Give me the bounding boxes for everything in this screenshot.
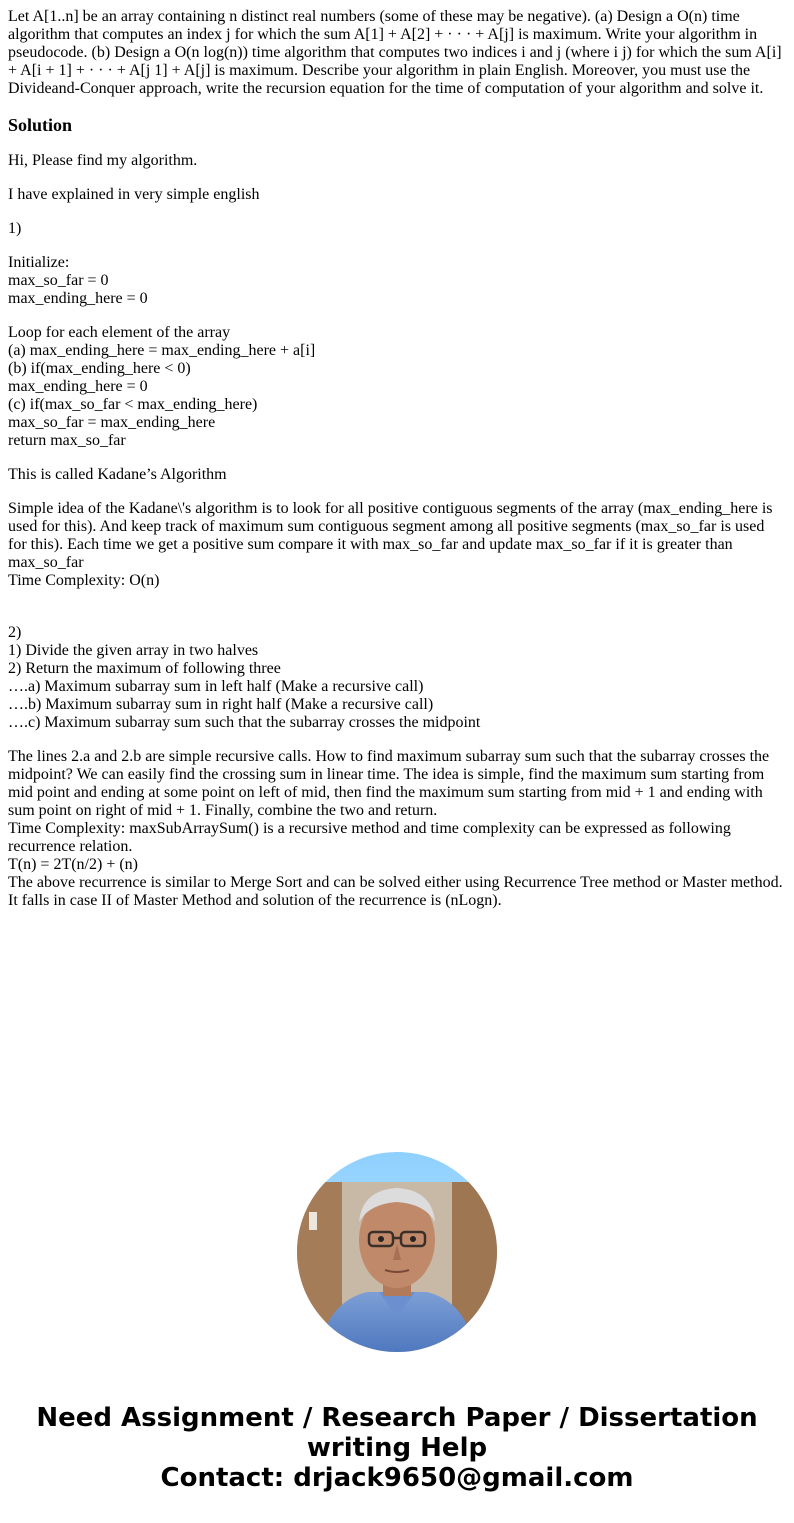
time-complexity-1: Time Complexity: O(n) [8, 572, 160, 589]
avatar-portrait-icon [297, 1152, 497, 1352]
part2-line: 2) Return the maximum of following three [8, 660, 281, 677]
explanation-block [8, 748, 786, 910]
question-text: Let A[1..n] be an array containing n distinct real numbers (some of these may be negative). (a) Design a O(n) time algorithm that computes an index j for which the sum A[1] + A[2] + · · · + A[j] is maximum. Write your algorithm in pseudocode. (b) Design a O(n log(n)) time algorithm that computes two indices i and j (where i j) for which the sum A[i] + A[i + 1] + · · · + A[j 1] + A[j] is maximum. Describe your algorithm in plain English. Moreover, you must use the Divideand-Conquer approach, write the recursion equation for the time of computation of your algorithm and solve it. [8, 8, 782, 97]
banner-line-2: writing Help [306, 1433, 488, 1463]
loop-block [8, 324, 786, 450]
banner-line-1: Need Assignment / Research Paper / Dissertation [36, 1403, 758, 1433]
banner-contact-line: Contact: drjack9650@gmail.com [160, 1463, 634, 1493]
part2-block [8, 624, 786, 732]
init-line: max_so_far = 0 [8, 272, 109, 289]
init-line: max_ending_here = 0 [8, 290, 148, 307]
loop-line: (b) if(max_ending_here < 0) [8, 360, 191, 377]
simple-idea-text: Simple idea of the Kadane\'s algorithm is to look for all positive contiguous segments of the array (max_ending_here is used for this). And keep track of maximum sum contiguous segment among all positive segments (max_so_far is used for this). Each time we get a positive sum compare it with max_so_far and update max_so_far if it is greater than max_so_far [8, 500, 773, 571]
part2-line: ….c) Maximum subarray sum such that the subarray crosses the midpoint [8, 714, 481, 731]
loop-line: max_ending_here = 0 [8, 378, 148, 395]
simple-idea-block [8, 500, 786, 590]
explained-text: I have explained in very simple english [8, 186, 260, 203]
kadane-name: This is called Kadane’s Algorithm [8, 466, 227, 483]
intro-text: Hi, Please find my algorithm. [8, 152, 198, 169]
lines-explain-text: The lines 2.a and 2.b are simple recursive calls. How to find maximum subarray sum such that the subarray crosses the midpoint? We can easily find the crossing sum in linear time. The idea is simple, find the maximum sum starting from mid point and ending at some point on left of mid, then find the maximum sum starting from mid + 1 and ending with sum point on right of mid + 1. Finally, combine the two and return. [8, 748, 770, 819]
assignment-help-banner [0, 1403, 794, 1493]
loop-line: max_so_far = max_ending_here [8, 414, 216, 431]
part2-line: ….a) Maximum subarray sum in left half (Make a recursive call) [8, 678, 424, 695]
solution-heading: Solution [8, 115, 73, 135]
part2-line: ….b) Maximum subarray sum in right half (Make a recursive call) [8, 696, 434, 713]
recurrence-equation: T(n) = 2T(n/2) + (n) [8, 856, 139, 873]
time-complexity-2: Time Complexity: maxSubArraySum() is a recursive method and time complexity can be expressed as following recurrence relation. [8, 820, 731, 855]
document-body [8, 8, 786, 926]
init-line: Initialize: [8, 254, 70, 271]
part1-label: 1) [8, 220, 22, 237]
init-block [8, 254, 786, 308]
part2-line: 1) Divide the given array in two halves [8, 642, 259, 659]
author-avatar [297, 1152, 497, 1352]
loop-line: return max_so_far [8, 432, 126, 449]
loop-line: Loop for each element of the array [8, 324, 231, 341]
loop-line: (a) max_ending_here = max_ending_here + a[i] [8, 342, 316, 359]
recurrence-explain-text: The above recurrence is similar to Merge Sort and can be solved either using Recurrence Tree method or Master method. It falls in case II of Master Method and solution of the recurrence is (nLogn). [8, 874, 783, 909]
loop-line: (c) if(max_so_far < max_ending_here) [8, 396, 258, 413]
part2-line: 2) [8, 624, 22, 641]
